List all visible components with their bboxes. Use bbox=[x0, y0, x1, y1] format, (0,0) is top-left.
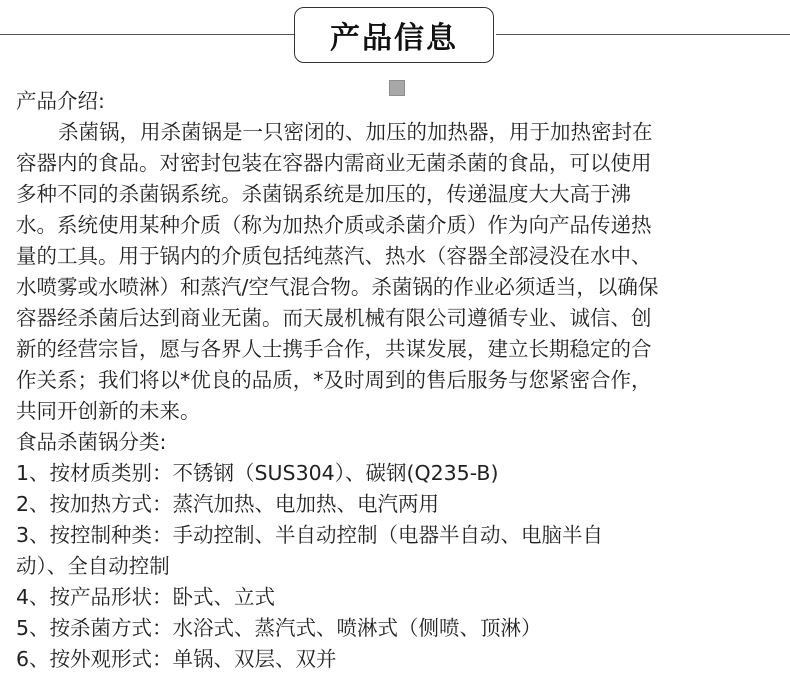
title-box bbox=[294, 7, 494, 63]
intro-line: 共同开创新的未来。 bbox=[16, 399, 201, 423]
intro-line: 多种不同的杀菌锅系统。杀菌锅系统是加压的，传递温度大大高于沸 bbox=[16, 182, 631, 206]
category-item: 5、按杀菌方式：水浴式、蒸汽式、喷淋式（侧喷、顶淋） bbox=[16, 616, 542, 640]
category-item: 3、按控制种类：手动控制、半自动控制（电器半自动、电脑半自 bbox=[16, 523, 604, 547]
intro-line: 新的经营宗旨，愿与各界人士携手合作，共谋发展，建立长期稳定的合 bbox=[16, 337, 652, 361]
product-description bbox=[16, 86, 776, 675]
intro-line: 量的工具。用于锅内的介质包括纯蒸汽、热水（容器全部浸没在水中、 bbox=[16, 244, 652, 268]
category-item: 4、按产品形状：卧式、立式 bbox=[16, 585, 276, 609]
category-item: 2、按加热方式：蒸汽加热、电加热、电汽两用 bbox=[16, 492, 440, 516]
intro-line: 水。系统使用某种介质（称为加热介质或杀菌介质）作为向产品传递热 bbox=[16, 213, 652, 237]
section-header bbox=[0, 0, 790, 72]
category-item-continuation: 动）、全自动控制 bbox=[16, 554, 170, 578]
page-title: 产品信息 bbox=[330, 21, 458, 56]
category-heading: 食品杀菌锅分类: bbox=[16, 430, 167, 454]
category-item: 1、按材质类别：不锈钢（SUS304）、碳钢(Q235-B) bbox=[16, 461, 499, 485]
intro-line: 容器经杀菌后达到商业无菌。而天晟机械有限公司遵循专业、诚信、创 bbox=[16, 306, 652, 330]
category-item: 6、按外观形式：单锅、双层、双并 bbox=[16, 647, 337, 671]
intro-line: 作关系；我们将以*优良的品质，*及时周到的售后服务与您紧密合作， bbox=[16, 368, 652, 392]
intro-line: 水喷雾或水喷淋）和蒸汽/空气混合物。杀菌锅的作业必须适当，以确保 bbox=[16, 275, 659, 299]
intro-line: 杀菌锅，用杀菌锅是一只密闭的、加压的加热器，用于加热密封在 bbox=[58, 120, 653, 144]
intro-heading: 产品介绍: bbox=[16, 89, 105, 113]
header-divider-right bbox=[496, 34, 790, 35]
intro-line: 容器内的食品。对密封包装在容器内需商业无菌杀菌的食品，可以使用 bbox=[16, 151, 652, 175]
header-divider-left bbox=[0, 34, 294, 35]
